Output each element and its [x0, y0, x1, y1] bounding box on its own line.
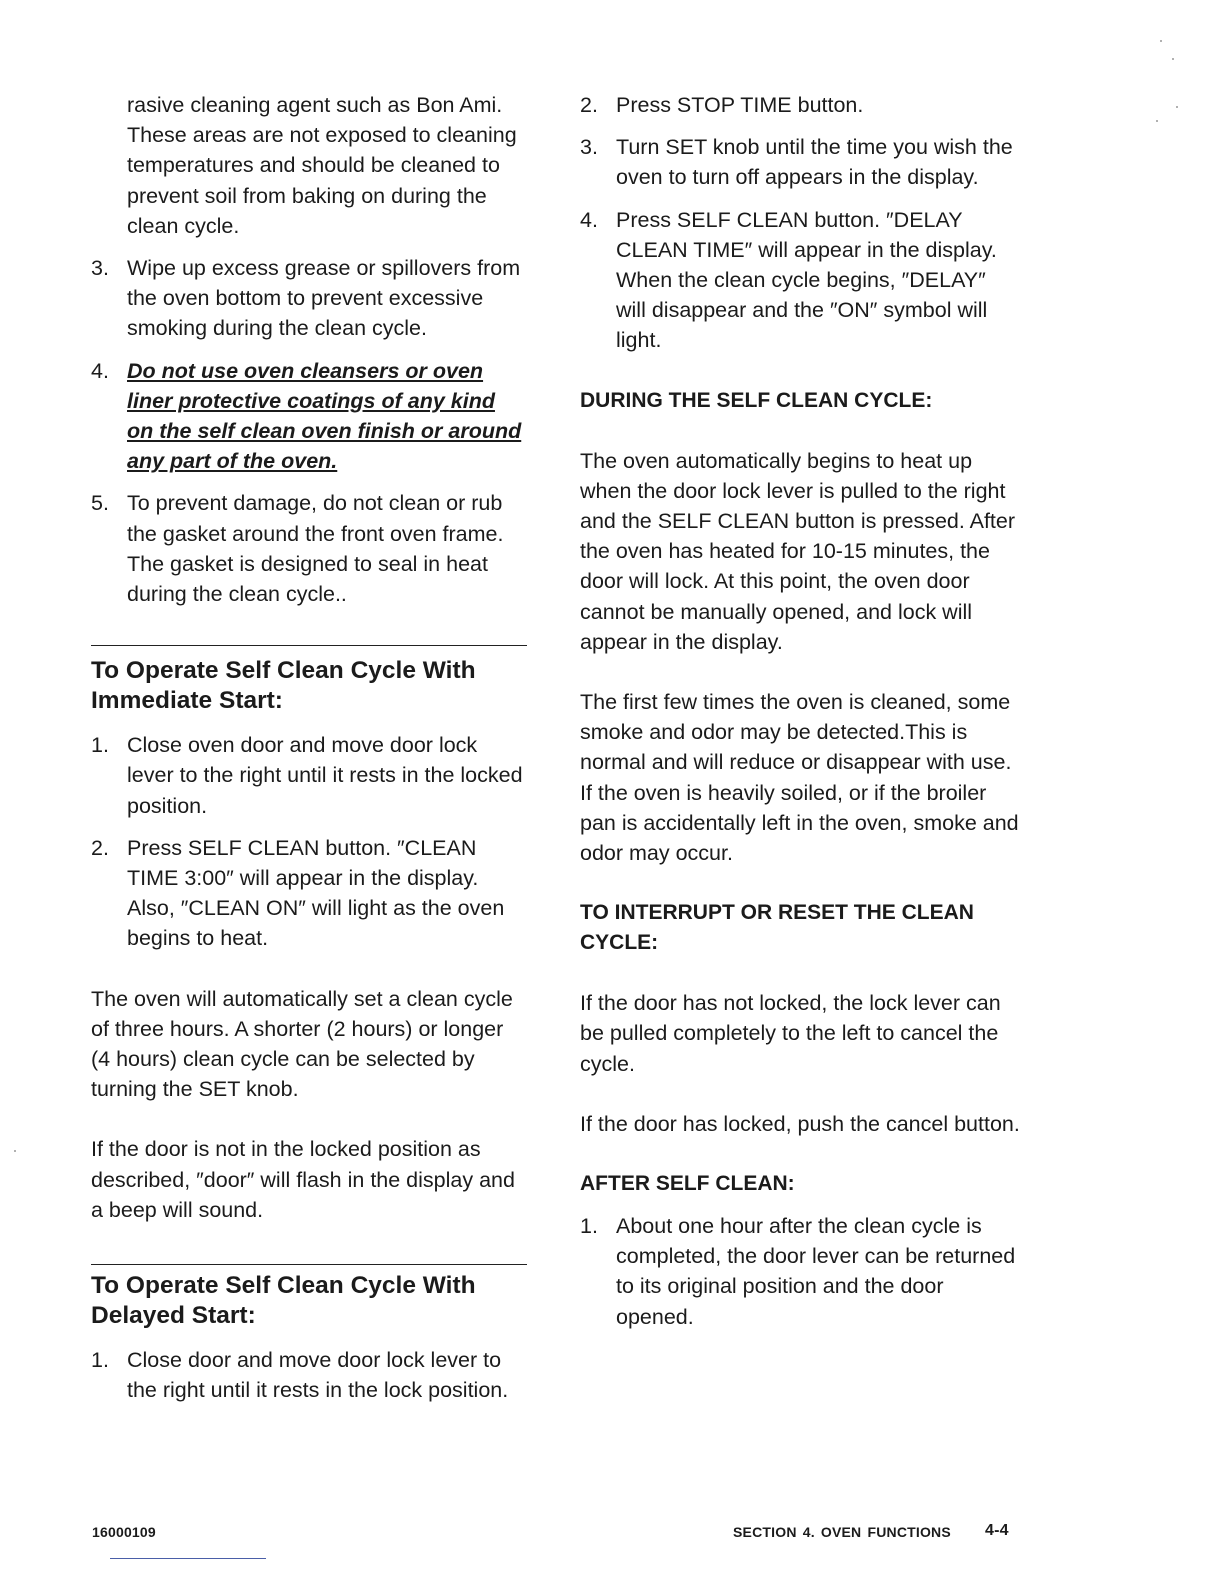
item-text: Close oven door and move door lock lever to the right until it rests in the locked position.: [127, 733, 523, 818]
list-item: [91, 833, 527, 954]
item-text: Close door and move door lock lever to the right until it rests in the lock position.: [127, 1348, 509, 1403]
list-item: [580, 205, 1020, 356]
scan-speck: [1172, 58, 1174, 60]
list-item: [91, 488, 527, 609]
item-number: 1.: [91, 733, 109, 758]
intro-continuation: rasive cleaning agent such as Bon Ami. These areas are not exposed to cleaning temperatures and should be cleaned to prevent soil from baking on during the clean cycle.: [127, 93, 517, 238]
item-text: Turn SET knob until the time you wish the oven to turn off appears in the display.: [616, 135, 1013, 190]
paragraph-interrupt-2: If the door has locked, push the cancel button.: [580, 1111, 1020, 1136]
list-item: [91, 356, 527, 477]
scan-speck: [1176, 106, 1178, 108]
warning-text: Do not use oven cleansers or oven liner protective coatings of any kind on the self clean oven finish or around any part of the oven.: [127, 358, 522, 474]
list-item: [91, 1345, 527, 1405]
item-text: Press STOP TIME button.: [616, 93, 864, 117]
list-item: [580, 132, 1020, 192]
item-text: Press SELF CLEAN button. ″DELAY CLEAN TIME″ will appear in the display. When the clean cycle begins, ″DELAY″ will disappear and the ″ON″ symbol will light.: [616, 207, 997, 353]
section-divider: [91, 645, 527, 646]
item-text: Press SELF CLEAN button. ″CLEAN TIME 3:00″ will appear in the display. Also, ″CLEAN ON″ will light as the oven begins to heat.: [127, 835, 505, 951]
item-text: Wipe up excess grease or spillovers from the oven bottom to prevent excessive smoking during the clean cycle.: [127, 256, 521, 341]
item-text: About one hour after the clean cycle is completed, the door lever can be returned to its original position and the door opened.: [616, 1214, 1016, 1329]
footer-doc-number: 16000109: [92, 1524, 156, 1540]
section-divider: [91, 1264, 527, 1265]
list-item: [580, 1211, 1020, 1332]
paragraph-during-2: The first few times the oven is cleaned, some smoke and odor may be detected.This is normal and will reduce or disappear with use. If the oven is heavily soiled, or if the broiler pan is accidentally left in the oven, smoke and odor may occur.: [580, 690, 1019, 866]
right-column: [580, 90, 1020, 1332]
item-number: 3.: [580, 135, 598, 160]
list-item: [580, 90, 1020, 120]
list-item: [91, 253, 527, 344]
scan-edge-line: [110, 1558, 266, 1559]
paragraph-interrupt-1: If the door has not locked, the lock lever can be pulled completely to the left to cancel the cycle.: [580, 991, 1001, 1076]
scan-speck: [1160, 40, 1162, 42]
paragraph-during-1: The oven automatically begins to heat up when the door lock lever is pulled to the right and the SELF CLEAN button is pressed. After the oven has heated for 10-15 minutes, the door will lock. At this point, the oven door cannot be manually opened, and lock will appear in the display.: [580, 448, 1016, 654]
item-number: 1.: [91, 1348, 109, 1373]
section-heading-delayed-start: To Operate Self Clean Cycle With Delayed Start:: [91, 1272, 476, 1330]
paragraph-door-warning: If the door is not in the locked position as described, ″door″ will flash in the display and a beep will sound.: [91, 1137, 515, 1222]
heading-after-clean: AFTER SELF CLEAN:: [580, 1172, 795, 1196]
item-number: 2.: [580, 93, 598, 117]
section-heading-immediate-start: To Operate Self Clean Cycle With Immediate Start:: [91, 657, 476, 715]
item-number: 5.: [91, 491, 109, 516]
footer-section: SECTION 4. OVEN FUNCTIONS: [733, 1524, 951, 1540]
scan-speck: [1156, 120, 1158, 122]
heading-interrupt-reset: TO INTERRUPT OR RESET THE CLEAN CYCLE:: [580, 901, 974, 955]
item-number: 3.: [91, 256, 109, 281]
heading-during-cycle: DURING THE SELF CLEAN CYCLE:: [580, 388, 933, 412]
list-item: [91, 730, 527, 821]
item-number: 2.: [91, 835, 109, 860]
item-number: 4.: [580, 207, 598, 232]
scan-speck: [14, 1150, 16, 1152]
item-number: 1.: [580, 1214, 598, 1239]
item-number: 4.: [91, 358, 109, 383]
item-text: To prevent damage, do not clean or rub the gasket around the front oven frame. The gasket is designed to seal in heat during the clean cycle..: [127, 491, 504, 607]
left-column: [91, 90, 527, 1406]
footer-page-number: 4-4: [985, 1522, 1009, 1539]
paragraph-auto-set: The oven will automatically set a clean cycle of three hours. A shorter (2 hours) or longer (4 hours) clean cycle can be selected by turning the SET knob.: [91, 986, 513, 1102]
